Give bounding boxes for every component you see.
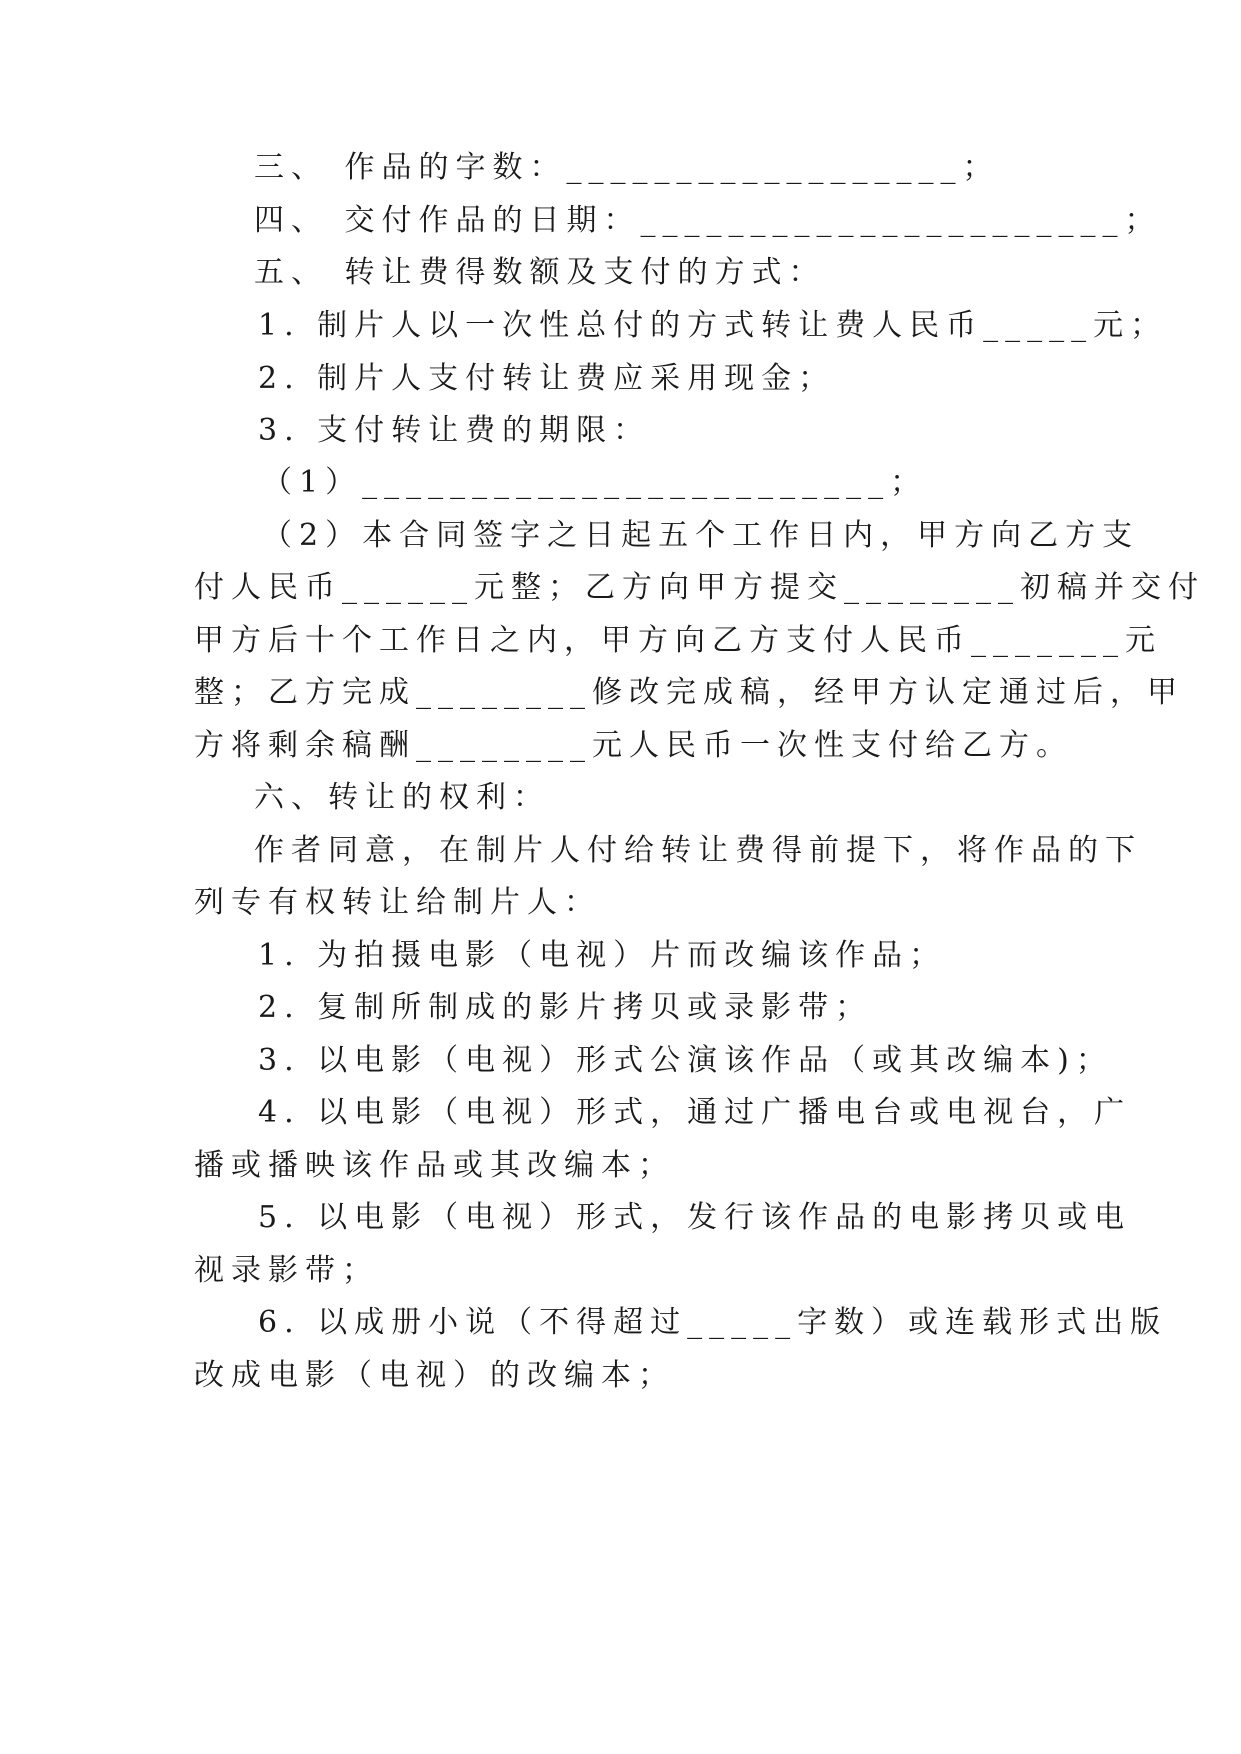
clause-5-fee-and-payment: 五、 转让费得数额及支付的方式： xyxy=(254,255,826,290)
clause-6-transferred-rights: 六、转让的权利： xyxy=(254,780,550,815)
clause-6-intro-line-2: 列专有权转让给制片人： xyxy=(194,885,601,920)
clause-4-delivery-date: 四、 交付作品的日期：______________________； xyxy=(254,203,1162,238)
right-item-4-line-2: 播或播映该作品或其改编本； xyxy=(194,1148,675,1183)
right-item-3: 3. 以电影（电视）形式公演该作品（或其改编本)； xyxy=(258,1043,1113,1078)
payment-term-2-line-5: 方将剩余稿酬________元人民币一次性支付给乙方。 xyxy=(194,728,1073,763)
right-item-5-line-2: 视录影带； xyxy=(194,1253,379,1288)
payment-term-2-line-4: 整；乙方完成________修改完成稿，经甲方认定通过后，甲 xyxy=(194,675,1184,710)
clause-3-word-count: 三、 作品的字数：__________________； xyxy=(254,150,1000,185)
right-item-6-line-2: 改成电影（电视）的改编本； xyxy=(194,1358,675,1393)
payment-term-2-line-3: 甲方后十个工作日之内，甲方向乙方支付人民币_______元 xyxy=(194,623,1162,658)
clause-5-item-3: 3. 支付转让费的期限： xyxy=(258,413,651,448)
payment-term-2-line-2: 付人民币______元整；乙方向甲方提交________初稿并交付 xyxy=(194,570,1205,605)
right-item-5-line-1: 5. 以电影（电视）形式，发行该作品的电影拷贝或电 xyxy=(258,1200,1132,1235)
clause-5-item-1: 1. 制片人以一次性总付的方式转让费人民币_____元； xyxy=(258,308,1168,343)
right-item-2: 2. 复制所制成的影片拷贝或录影带； xyxy=(258,990,873,1025)
right-item-1: 1. 为拍摄电影（电视）片而改编该作品； xyxy=(258,938,947,973)
payment-term-2-line-1: （2）本合同签字之日起五个工作日内，甲方向乙方支 xyxy=(262,518,1140,553)
clause-5-item-2: 2. 制片人支付转让费应采用现金； xyxy=(258,361,836,396)
clause-6-intro-line-1: 作者同意，在制片人付给转让费得前提下，将作品的下 xyxy=(254,833,1142,868)
right-item-6-line-1: 6. 以成册小说（不得超过_____字数）或连载形式出版 xyxy=(258,1305,1168,1340)
right-item-4-line-1: 4. 以电影（电视）形式，通过广播电台或电视台，广 xyxy=(258,1095,1132,1130)
payment-term-1: （1）________________________； xyxy=(262,465,928,500)
